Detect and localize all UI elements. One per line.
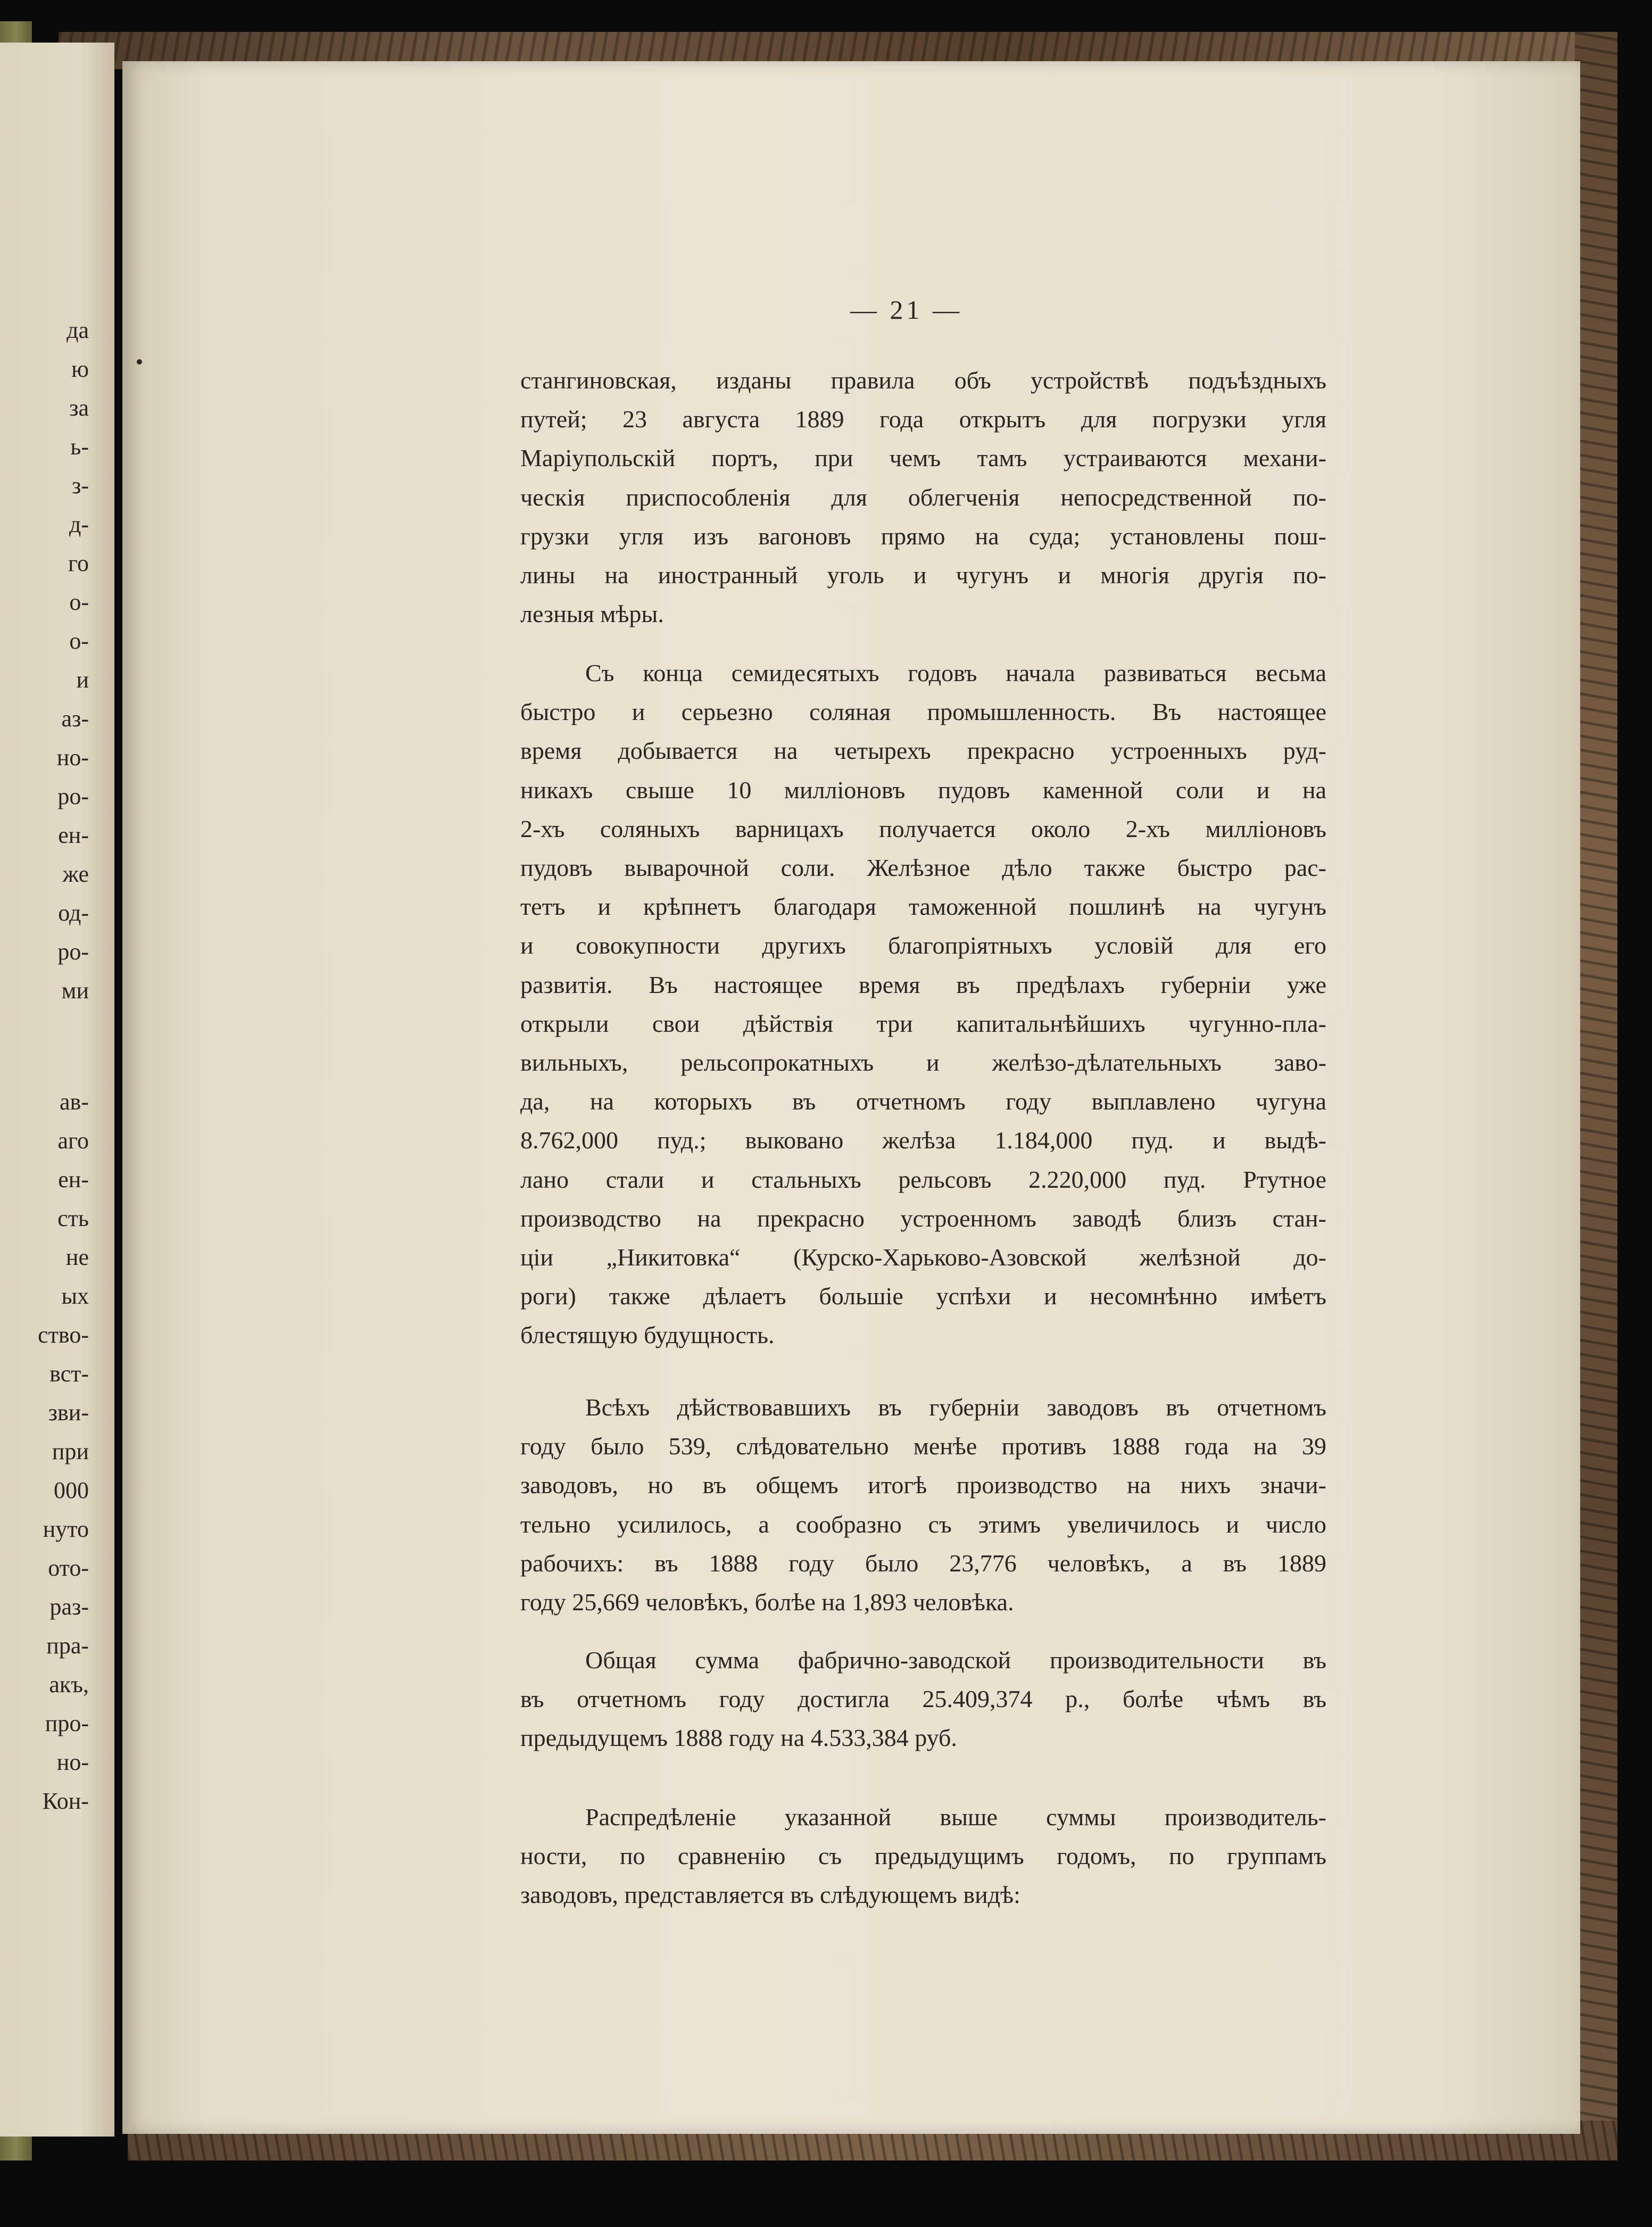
text-line: тельно усилилось, а сообразно съ этимъ увеличилось и число <box>520 1510 1326 1538</box>
text-line: 2-хъ соляныхъ варницахъ получается около 2-хъ милліоновъ <box>520 815 1326 842</box>
left-page-fragment: ми <box>61 978 89 1004</box>
text-line: году было 539, слѣдовательно менѣе противъ 1888 года на 39 <box>520 1433 1326 1460</box>
left-page-fragment: д- <box>69 511 89 537</box>
text-line: заводовъ, представляется въ слѣдующемъ видѣ: <box>520 1881 1020 1909</box>
text-line: лезныя мѣры. <box>520 600 664 628</box>
left-page-fragment: да <box>67 317 89 343</box>
left-page-fragment: ю <box>71 356 89 382</box>
left-page-fragment: ен- <box>58 1166 89 1193</box>
text-line: заводовъ, но въ общемъ итогѣ производство на нихъ значи- <box>520 1471 1326 1499</box>
left-page-fragment: за <box>69 395 89 421</box>
text-line: да, на которыхъ въ отчетномъ году выплавлено чугуна <box>520 1088 1326 1115</box>
left-page-fragment: ство- <box>38 1322 89 1348</box>
left-page-fragment: раз- <box>49 1594 89 1620</box>
text-line: никахъ свыше 10 милліоновъ пудовъ каменной соли и на <box>520 776 1326 804</box>
left-page-fragment: не <box>65 1244 89 1270</box>
text-line: Общая сумма фабрично-заводской производительности въ <box>585 1646 1326 1674</box>
left-page-fragment: же <box>62 861 89 887</box>
left-page-fragment: сть <box>57 1205 89 1231</box>
left-page-fragment: вст- <box>49 1361 89 1387</box>
left-page-fragment: го <box>68 550 89 576</box>
text-line: время добывается на четырехъ прекрасно устроенныхъ руд- <box>520 737 1326 765</box>
text-line: лано стали и стальныхъ рельсовъ 2.220,000 пуд. Ртутное <box>520 1165 1326 1193</box>
left-page-fragment: пра- <box>46 1633 89 1659</box>
left-page-fragment: ро- <box>57 783 89 809</box>
text-line: году 25,669 человѣкъ, болѣе на 1,893 человѣка. <box>520 1588 1014 1616</box>
left-page-fragment: 000 <box>54 1477 89 1503</box>
text-line: производство на прекрасно устроенномъ заводѣ близъ стан- <box>520 1204 1326 1232</box>
text-line: ціи „Никитовка“ (Курско-Харьково-Азовской желѣзной до- <box>520 1244 1326 1271</box>
left-page-fragment: ь- <box>70 434 89 460</box>
text-line: 8.762,000 пуд.; выковано желѣза 1.184,000 пуд. и выдѣ- <box>520 1127 1326 1154</box>
text-line: пудовъ выварочной соли. Желѣзное дѣло также быстро рас- <box>520 854 1326 881</box>
left-page-fragment: з- <box>71 473 89 499</box>
text-line: Съ конца семидесятыхъ годовъ начала развиваться весьма <box>585 659 1326 686</box>
left-page-fragment: акъ, <box>49 1671 89 1698</box>
left-page-fragment: но- <box>56 744 89 771</box>
text-line: блестящую будущность. <box>520 1321 775 1349</box>
left-page-fragment: нуто <box>43 1516 89 1542</box>
text-line: лины на иностранный уголь и чугунъ и многія другія по- <box>520 561 1326 589</box>
left-page-fragment: ро- <box>57 939 89 965</box>
text-line: Всѣхъ дѣйствовавшихъ въ губерніи заводовъ въ отчетномъ <box>585 1394 1326 1421</box>
text-line: Маріупольскій портъ, при чемъ тамъ устраиваются механи- <box>520 444 1326 472</box>
text-line: стангиновская, изданы правила объ устройствѣ подъѣздныхъ <box>520 367 1326 394</box>
left-page-fragment: и <box>76 667 89 693</box>
text-line: предыдущемъ 1888 году на 4.533,384 руб. <box>520 1724 957 1752</box>
left-page-fragment: ото- <box>48 1555 89 1581</box>
text-line: развитія. Въ настоящее время въ предѣлахъ губерніи уже <box>520 971 1326 998</box>
left-page-fragment: про- <box>45 1710 89 1736</box>
text-line: ческія приспособленія для облегченія непосредственной по- <box>520 483 1326 511</box>
page-speck <box>137 359 142 365</box>
text-line: въ отчетномъ году достигла 25.409,374 р., болѣе чѣмъ въ <box>520 1685 1326 1713</box>
left-page-fragment: но- <box>56 1749 89 1775</box>
left-page-fragment: аз- <box>61 706 89 732</box>
text-line: ности, по сравненію съ предыдущимъ годомъ, по группамъ <box>520 1842 1326 1870</box>
left-page-fragment: ав- <box>60 1089 89 1115</box>
text-line: и совокупности другихъ благопріятныхъ условій для его <box>520 932 1326 959</box>
text-line: быстро и серьезно соляная промышленность. Въ настоящее <box>520 698 1326 726</box>
text-line: грузки угля изъ вагоновъ прямо на суда; установлены пош- <box>520 522 1326 550</box>
text-line: тетъ и крѣпнетъ благодаря таможенной пошлинѣ на чугунъ <box>520 893 1326 921</box>
text-line: путей; 23 августа 1889 года открытъ для погрузки угля <box>520 405 1326 433</box>
text-line: вильныхъ, рельсопрокатныхъ и желѣзо-дѣлательныхъ заво- <box>520 1049 1326 1076</box>
left-page-fragment: зви- <box>48 1400 89 1426</box>
left-page-fragment: ен- <box>58 822 89 848</box>
left-page-fragment: при <box>52 1438 89 1464</box>
cover-edge-right <box>1575 32 1617 2155</box>
left-page-fragment: аго <box>57 1128 89 1154</box>
left-page-fragment: ых <box>61 1283 89 1309</box>
text-line: роги) также дѣлаетъ большіе успѣхи и несомнѣнно имѣетъ <box>520 1282 1326 1310</box>
left-page-fragment: о- <box>69 589 89 615</box>
text-line: Распредѣленіе указанной выше суммы производитель- <box>585 1803 1326 1831</box>
left-page-fragment: од- <box>58 900 89 926</box>
left-page-fragment: о- <box>69 628 89 654</box>
left-facing-page <box>0 43 114 2137</box>
text-line: рабочихъ: въ 1888 году было 23,776 человѣкъ, а въ 1889 <box>520 1549 1326 1577</box>
page-number: — 21 — <box>850 295 962 325</box>
text-line: открыли свои дѣйствія три капитальнѣйшихъ чугунно-пла- <box>520 1009 1326 1037</box>
left-page-fragment: Кон- <box>42 1788 89 1814</box>
